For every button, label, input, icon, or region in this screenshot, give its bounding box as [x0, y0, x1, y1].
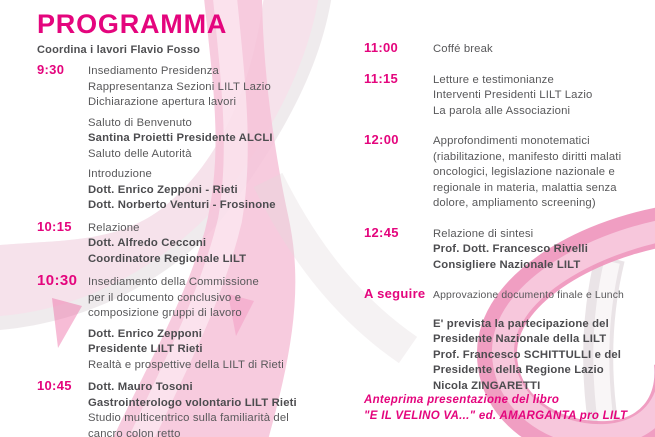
entry-block	[88, 64, 337, 111]
entry-body	[433, 317, 655, 395]
schedule-line: Saluto delle Autorità	[88, 147, 192, 160]
schedule-line: Relazione	[88, 221, 140, 234]
schedule-entry	[364, 40, 655, 58]
entry-block	[88, 221, 337, 268]
schedule-line: composizione gruppi di lavoro	[88, 307, 242, 319]
schedule-line: Insediamento della Commissione	[88, 276, 259, 288]
schedule-line: dolore, ampliamento screening)	[433, 197, 596, 209]
entry-block	[88, 327, 337, 374]
schedule-entry	[364, 132, 655, 212]
schedule-column-right	[364, 40, 655, 394]
schedule-line: Santina Proietti Presidente ALCLI	[88, 132, 273, 144]
schedule-line: Dott. Enrico Zepponi - Rieti	[88, 183, 238, 196]
entry-block	[88, 116, 337, 163]
entry-block	[433, 73, 655, 120]
entry-block	[433, 288, 655, 304]
schedule-line: Insediamento Presidenza	[88, 65, 219, 77]
entry-block	[433, 317, 655, 395]
time-label: 10:30	[37, 272, 78, 289]
entry-block	[433, 227, 655, 274]
entry-body	[433, 288, 655, 304]
entry-body	[433, 227, 655, 274]
schedule-entry	[364, 317, 655, 395]
schedule-line: Presidente Nazionale della LILT	[433, 333, 607, 345]
schedule-entry	[364, 286, 655, 304]
schedule-line: Dott. Mauro Tosoni	[88, 381, 193, 393]
time-label: 10:15	[37, 218, 72, 234]
schedule-entry	[37, 378, 337, 437]
schedule-line: Approvazione documento finale e Lunch	[433, 290, 624, 301]
page-header	[37, 11, 227, 56]
schedule-line: Introduzione	[88, 168, 152, 180]
schedule-line: Prof. Francesco SCHITTULLI e del	[433, 348, 622, 361]
schedule-line: Realtà e prospettive della LILT di Rieti	[88, 358, 284, 371]
schedule-line: Letture e testimonianze	[433, 73, 554, 86]
schedule-line: Presidente della Regione Lazio	[433, 364, 604, 376]
time-label: 12:45	[364, 224, 399, 240]
time-label: 10:45	[37, 378, 72, 393]
schedule-line: Dott. Norberto Venturi - Frosinone	[88, 199, 276, 211]
entry-body	[88, 275, 337, 373]
entry-body	[88, 64, 337, 214]
schedule-line: regionale in materia, malattia senza	[433, 181, 617, 194]
schedule-line: Gastrointerologo volontario LILT Rieti	[88, 396, 297, 409]
schedule-line: Studio multicentrico sulla familiarità del	[88, 412, 289, 424]
schedule-line: oncologici, legislazione nazionale e	[433, 166, 615, 178]
schedule-line: Interventi Presidenti LILT Lazio	[433, 89, 593, 101]
time-label: 12:00	[364, 132, 399, 147]
schedule-line: Coffé break	[433, 43, 493, 55]
entry-block	[433, 42, 655, 58]
book-announcement-line: "E IL VELINO VA..." ed. AMARGANTA pro LILT	[364, 409, 628, 422]
schedule-line: Presidente LILT Rieti	[88, 343, 203, 355]
time-label: A seguire	[364, 286, 426, 301]
schedule-line: Saluto di Benvenuto	[88, 116, 192, 129]
entry-block	[433, 134, 655, 212]
schedule-line: Dott. Enrico Zepponi	[88, 327, 203, 340]
book-announcement	[364, 393, 627, 424]
entry-body	[433, 73, 655, 120]
schedule-line: Dott. Alfredo Cecconi	[88, 237, 207, 249]
entry-block	[88, 380, 337, 437]
entry-block	[88, 275, 337, 322]
schedule-line: E' prevista la partecipazione del	[433, 317, 609, 330]
entry-body	[88, 221, 337, 268]
schedule-line: Relazione di sintesi	[433, 227, 534, 240]
schedule-line: Consigliere Nazionale LILT	[433, 258, 581, 271]
schedule-entry	[364, 71, 655, 120]
book-announcement-line: Anteprima presentazione del libro	[364, 394, 560, 406]
schedule-line: cancro colon retto	[88, 427, 181, 437]
coordinator-note: Coordina i lavori Flavio Fosso	[37, 44, 201, 56]
schedule-line: Nicola ZINGARETTI	[433, 379, 541, 392]
time-label: 11:15	[364, 70, 399, 86]
schedule-line: La parola alle Associazioni	[433, 104, 571, 117]
schedule-line: (riabilitazione, manifesto diritti malati	[433, 150, 622, 163]
entry-body	[433, 134, 655, 212]
schedule-column-left	[37, 62, 337, 437]
entry-body	[88, 380, 337, 437]
schedule-entry	[37, 272, 337, 373]
schedule-line: per il documento conclusivo e	[88, 291, 242, 304]
time-label: 9:30	[37, 62, 65, 77]
time-label: 11:00	[364, 40, 399, 55]
schedule-line: Rappresentanza Sezioni LILT Lazio	[88, 80, 271, 93]
schedule-line: Coordinatore Regionale LILT	[88, 252, 247, 265]
schedule-entry	[364, 225, 655, 274]
schedule-line: Dichiarazione apertura lavori	[88, 96, 237, 108]
entry-body	[433, 42, 655, 58]
schedule-entry	[37, 62, 337, 214]
page-title: PROGRAMMA	[37, 9, 228, 39]
schedule-line: Approfondimenti monotematici	[433, 135, 590, 147]
schedule-line: Prof. Dott. Francesco Rivelli	[433, 243, 589, 255]
schedule-entry	[37, 219, 337, 268]
entry-block	[88, 167, 337, 214]
